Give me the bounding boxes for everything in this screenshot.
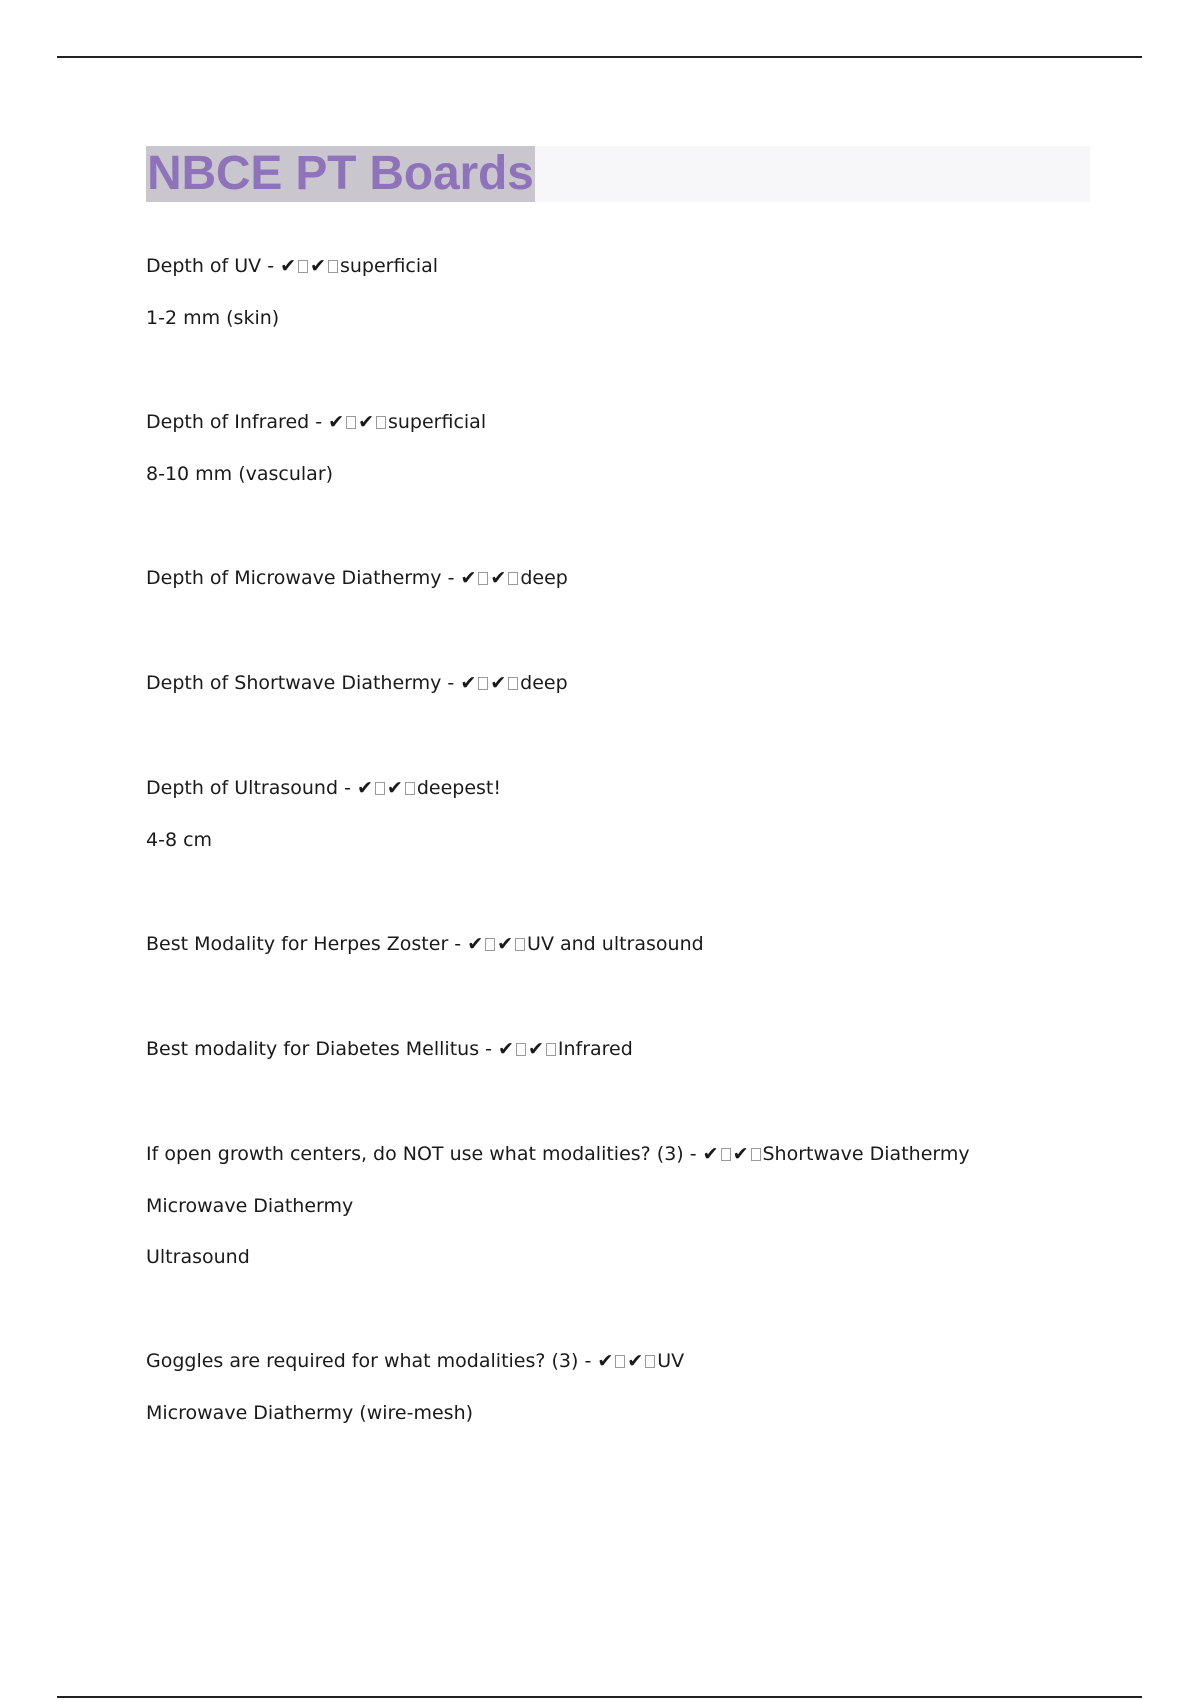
flashcard-answer-extra: 8-10 mm (vascular) xyxy=(146,463,334,485)
box-icon xyxy=(478,572,488,585)
check-icon: ✔ xyxy=(597,1350,614,1372)
flashcard-question-line: Depth of Shortwave Diathermy - ✔ ✔ deep xyxy=(146,672,568,694)
flashcard-answer: superficial xyxy=(339,255,439,277)
flashcard-answer: Infrared xyxy=(557,1038,633,1060)
flashcard-answer: deepest! xyxy=(416,777,501,799)
flashcard-answer-extra: 4-8 cm xyxy=(146,829,213,851)
check-icon: ✔ xyxy=(732,1143,749,1165)
check-icon: ✔ xyxy=(460,672,477,694)
box-icon xyxy=(328,260,338,273)
flashcard-question: Depth of Infrared xyxy=(146,411,310,433)
flashcard-question-line: Depth of Ultrasound - ✔ ✔ deepest! xyxy=(146,777,501,799)
footer-rule xyxy=(57,1696,1142,1698)
check-icon: ✔ xyxy=(358,411,374,433)
flashcard-question: Depth of UV xyxy=(146,255,262,277)
box-icon xyxy=(346,416,356,429)
check-icon: ✔ xyxy=(627,1350,644,1372)
box-icon xyxy=(516,1043,526,1056)
flashcard-question: Best Modality for Herpes Zoster xyxy=(146,933,449,955)
title-band xyxy=(146,146,1090,202)
check-icon: ✔ xyxy=(497,933,514,955)
box-icon xyxy=(376,416,386,429)
flashcard-answer-extra: Ultrasound xyxy=(146,1246,250,1268)
flashcard-question: Depth of Microwave Diathermy xyxy=(146,567,442,589)
box-icon xyxy=(485,938,495,951)
box-icon xyxy=(721,1148,731,1161)
flashcard-answer-extra: 1-2 mm (skin) xyxy=(146,307,280,329)
box-icon xyxy=(375,782,385,795)
box-icon xyxy=(298,260,308,273)
flashcard-question-line: Best modality for Diabetes Mellitus - ✔ ✔ Infrared xyxy=(146,1038,633,1060)
flashcard-question-line: Depth of UV - ✔ ✔ superficial xyxy=(146,255,439,277)
check-icon: ✔ xyxy=(328,411,345,433)
box-icon xyxy=(751,1148,761,1161)
box-icon xyxy=(405,782,415,795)
flashcard-question-line: Goggles are required for what modalities? (3) - ✔ ✔ UV xyxy=(146,1350,685,1372)
flashcard-answer-extra: Microwave Diathermy xyxy=(146,1195,354,1217)
check-icon: ✔ xyxy=(467,933,484,955)
flashcard-answer: UV and ultrasound xyxy=(527,933,704,955)
check-icon: ✔ xyxy=(702,1143,719,1165)
flashcard-question: Depth of Ultrasound xyxy=(146,777,339,799)
check-icon: ✔ xyxy=(356,777,373,799)
box-icon xyxy=(508,572,518,585)
box-icon xyxy=(478,677,488,690)
header-rule xyxy=(57,56,1142,58)
check-icon: ✔ xyxy=(460,567,477,589)
flashcard-answer-extra: Microwave Diathermy (wire-mesh) xyxy=(146,1402,474,1424)
box-icon xyxy=(508,677,518,690)
check-icon: ✔ xyxy=(280,255,297,277)
box-icon xyxy=(546,1043,556,1056)
flashcard-answer: Shortwave Diathermy xyxy=(762,1143,970,1165)
check-icon: ✔ xyxy=(386,777,403,799)
flashcard-answer: UV xyxy=(657,1350,685,1372)
flashcard-question-line: Depth of Microwave Diathermy - ✔ ✔ deep xyxy=(146,567,568,589)
check-icon: ✔ xyxy=(490,672,507,694)
box-icon xyxy=(615,1355,625,1368)
flashcard-question-line: If open growth centers, do NOT use what modalities? (3) - ✔ ✔ Shortwave Diathermy xyxy=(146,1143,970,1165)
check-icon: ✔ xyxy=(310,255,326,277)
flashcard-answer: deep xyxy=(520,567,568,589)
flashcard-question: Depth of Shortwave Diathermy xyxy=(146,672,442,694)
flashcard-question: Goggles are required for what modalities? (3) xyxy=(146,1350,579,1372)
flashcard-answer: superficial xyxy=(387,411,487,433)
flashcard-question: If open growth centers, do NOT use what modalities? (3) xyxy=(146,1143,684,1165)
box-icon xyxy=(645,1355,655,1368)
flashcard-question-line: Best Modality for Herpes Zoster - ✔ ✔ UV and ultrasound xyxy=(146,933,704,955)
flashcard-question-line: Depth of Infrared - ✔ ✔ superficial xyxy=(146,411,487,433)
check-icon: ✔ xyxy=(490,567,507,589)
flashcard-question: Best modality for Diabetes Mellitus xyxy=(146,1038,480,1060)
page-title: NBCE PT Boards xyxy=(147,147,534,200)
box-icon xyxy=(515,938,525,951)
check-icon: ✔ xyxy=(498,1038,514,1060)
flashcard-answer: deep xyxy=(520,672,568,694)
check-icon: ✔ xyxy=(527,1038,544,1060)
